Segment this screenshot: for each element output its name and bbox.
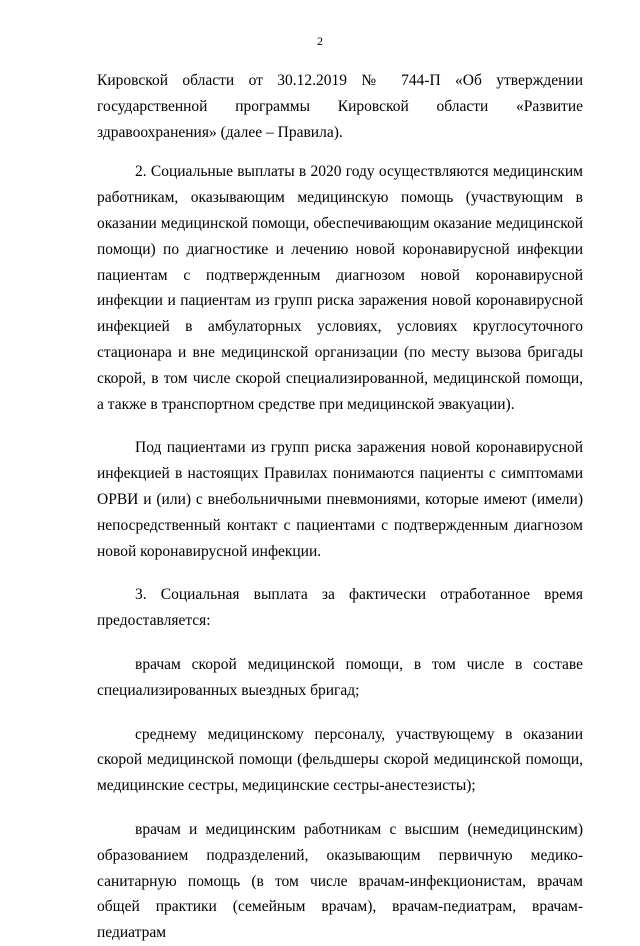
paragraph-risk-groups: Под пациентами из групп риска заражения новой коронавирусной инфекцией в настоящих Правилах понимаются пациенты с симптомами ОРВИ и (или) с внебольничными пневмониями, которые имеют (имели) непосредственный контакт с пациентами с подтвержденным диагнозом новой коронавирусной инфекции.: [97, 439, 583, 560]
document-body: [97, 68, 583, 946]
paragraph-payment-provision: 3. Социальная выплата за фактически отработанное время предоставляется:: [97, 586, 583, 630]
list-item-ambulance-doctors: врачам скорой медицинской помощи, в том числе в составе специализированных выездных бригад;: [97, 655, 583, 699]
paragraph-rules-reference: Кировской области от 30.12.2019 № 744-П «Об утверждении государственной программы Кировской области «Развитие здравоохранения» (далее – Правила).: [97, 72, 583, 141]
list-item-primary-care-doctors: врачам и медицинским работникам с высшим (немедицинским) образованием подразделений, оказывающим первичную медико-санитарную помощь (в том числе врачам-инфекционистам, врачам общей практики (семейным врачам), врачам-педиатрам, врачам-педиатрам: [97, 820, 583, 942]
page-number: 2: [317, 34, 323, 48]
list-item-ambulance-nurses: среднему медицинскому персоналу, участвующему в оказании скорой медицинской помощи (фельдшеры скорой медицинской помощи, медицинские сестры, медицинские сестры-анестезисты);: [97, 725, 583, 795]
paragraph-social-payments: 2. Социальные выплаты в 2020 году осуществляются медицинским работникам, оказывающим медицинскую помощь (участвующим в оказании медицинской помощи, обеспечивающим оказание медицинской помощи) по диагностике и лечению новой коронавирусной инфекции пациентам с подтвержденным диагнозом новой коронавирусной инфекции и пациентам из групп риска заражения новой коронавирусной инфекцией в амбулаторных условиях, условиях круглосуточного стационара и вне медицинской организации (по месту вызова бригады скорой, в том числе скорой специализированной, медицинской помощи, а также в транспортном средстве при медицинской эвакуации).: [97, 163, 583, 413]
